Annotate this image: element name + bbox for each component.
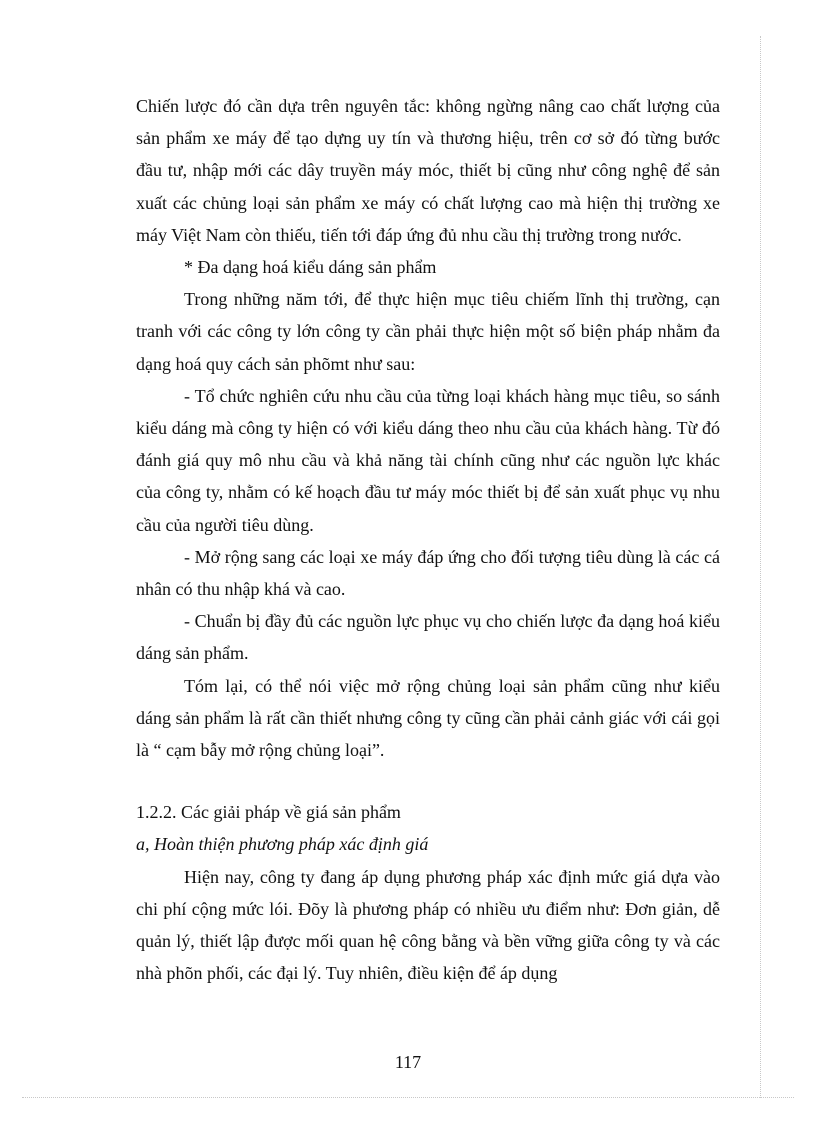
page-border-right [760,36,761,1098]
paragraph-coming-years: Trong những năm tới, để thực hiện mục tiêu chiếm lĩnh thị trường, cạn tranh với các công ty lớn công ty cần phải thực hiện một số biện pháp nhằm đa dạng hoá quy cách sản phõmt như sau: [136,289,720,374]
paragraph-strategy: Chiến lược đó cần dựa trên nguyên tắc: không ngừng nâng cao chất lượng của sản phẩm xe máy để tạo dựng uy tín và thương hiệu, trên cơ sở đó từng bước đầu tư, nhập mới các dây truyền máy móc, thiết bị cũng như công nghệ để sản xuất các chủng loại sản phẩm xe máy có chất lượng cao mà hiện thị trường xe máy Việt Nam còn thiếu, tiến tới đáp ứng đủ nhu cầu thị trường trong nước. [136,96,720,245]
paragraph-research-needs: - Tổ chức nghiên cứu nhu cầu của từng loại khách hàng mục tiêu, so sánh kiểu dáng mà công ty hiện có với kiểu dáng theo nhu cầu của khách hàng. Từ đó đánh giá quy mô nhu cầu và khả năng tài chính cũng như các nguồn lực khác của công ty, nhằm có kế hoạch đầu tư máy móc thiết bị để sản xuất phục vụ nhu cầu của người tiêu dùng. [136,385,720,535]
paragraph-expand-types: - Mở rộng sang các loại xe máy đáp ứng cho đối tượng tiêu dùng là các cá nhân có thu nhập khá và cao. [136,546,720,600]
section-heading: 1.2.2. Các giải pháp về giá sản phẩm [136,802,401,823]
paragraph-pricing-method: Hiện nay, công ty đang áp dụng phương pháp xác định mức giá dựa vào chi phí cộng mức lói. Đõy là phương pháp có nhiều ưu điểm như: Đơn giản, dễ quản lý, thiết lập được mối quan hệ công bằng và bền vững giữa công ty và các nhà phõn phối, các đại lý. Tuy nhiên, điều kiện để áp dụng [136,866,720,984]
document-body [136,90,720,989]
page-border-bottom [22,1097,794,1098]
page-number: 117 [394,1052,422,1072]
paragraph-prepare-resources: - Chuẩn bị đầy đủ các nguồn lực phục vụ cho chiến lược đa dạng hoá kiểu dáng sản phẩm. [136,611,720,664]
paragraph-conclusion: Tóm lại, có thể nói việc mở rộng chủng loại sản phẩm cũng như kiểu dáng sản phẩm là rất cần thiết nhưng công ty cũng cần phải cảnh giác với cái gọi là “ cạm bẫy mở rộng chủng loại”. [136,675,720,761]
subsection-heading: a, Hoàn thiện phương pháp xác định giá [136,834,429,855]
paragraph-diversify-heading: * Đa dạng hoá kiểu dáng sản phẩm [184,257,437,278]
